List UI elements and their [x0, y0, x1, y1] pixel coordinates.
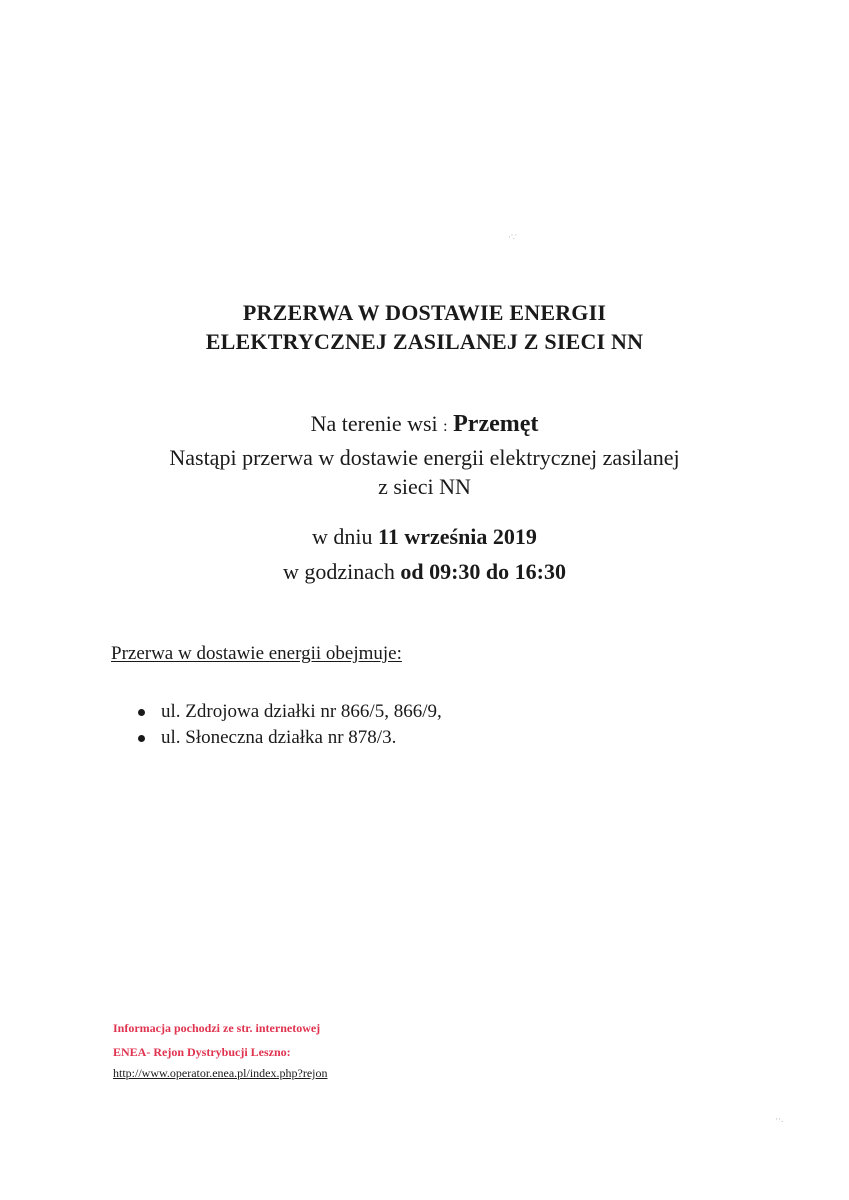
outage-hours-line [0, 559, 849, 585]
bullet-icon [138, 709, 145, 716]
notice-title-line-1: PRZERWA W DOSTAWIE ENERGII [242, 300, 607, 325]
scan-speck: ·∵ [508, 232, 517, 242]
list-item-text: ul. Zdrojowa działki nr 866/5, 866/9, [161, 701, 442, 722]
notice-text-line-1: Nastąpi przerwa w dostawie energii elektrycznej zasilanej [169, 445, 680, 470]
outage-hours: od 09:30 do 16:30 [400, 559, 566, 584]
date-prefix: w dniu [312, 524, 373, 549]
notice-text-line-2: z sieci NN [378, 474, 471, 499]
bullet-icon [138, 735, 145, 742]
source-link[interactable]: http://www.operator.enea.pl/index.php?rejon [113, 1066, 328, 1080]
outage-date: 11 września 2019 [378, 524, 537, 549]
scan-speck: ··. [775, 1114, 784, 1124]
hours-prefix: w godzinach [283, 559, 395, 584]
scope-list [111, 700, 442, 752]
scope-heading: Przerwa w dostawie energii obejmuje: [111, 643, 402, 664]
source-info-line-1: Informacja pochodzi ze str. internetowej [113, 1021, 321, 1035]
source-info-line-2: ENEA- Rejon Dystrybucji Leszno: [113, 1045, 291, 1059]
location-name: Przemęt [453, 411, 539, 437]
list-item [111, 700, 442, 726]
list-item-text: ul. Słoneczna działka nr 878/3. [161, 727, 397, 748]
location-line [0, 411, 849, 438]
notice-title-line-2: ELEKTRYCZNEJ ZASILANEJ Z SIECI NN [205, 329, 644, 354]
location-prefix: Na terenie wsi [310, 411, 438, 436]
location-colon: : [443, 418, 448, 435]
list-item [111, 726, 442, 752]
outage-date-line [0, 524, 849, 550]
